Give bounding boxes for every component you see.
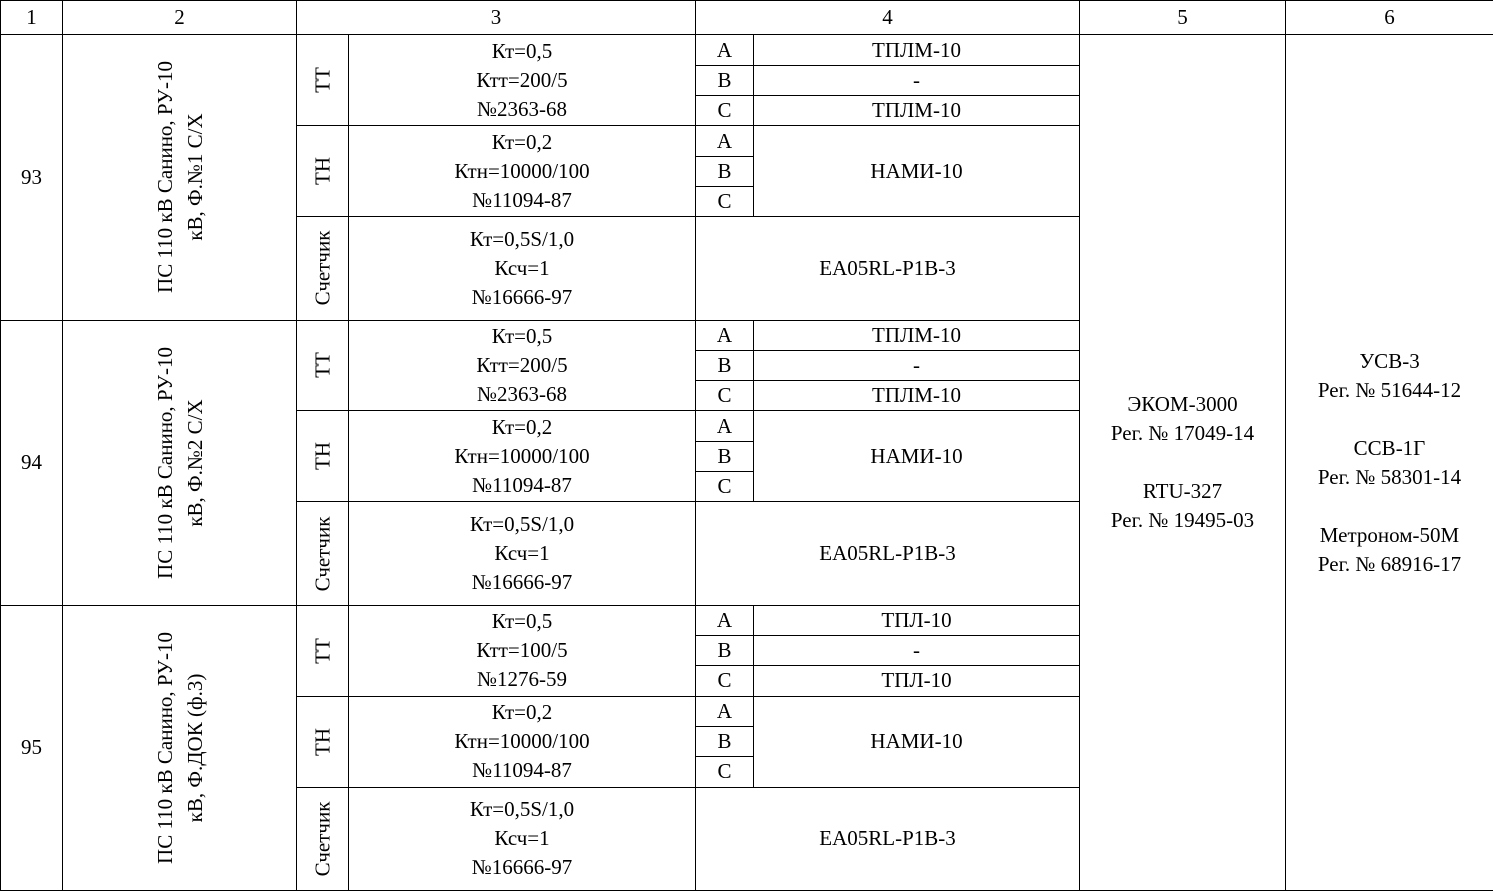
meter-label: Счетчик xyxy=(310,801,334,877)
tt-label-cell xyxy=(297,320,349,411)
meter-params: Кт=0,5S/1,0 Ксч=1 №16666-97 xyxy=(349,217,696,320)
phase-label: В xyxy=(696,156,754,186)
controllers-cell: ЭКОМ-3000 Рег. № 17049-14 RTU-327 Рег. № 19495-03 xyxy=(1080,35,1286,891)
tn-label-cell xyxy=(297,696,349,787)
phase-label: А xyxy=(696,605,754,635)
phase-label: А xyxy=(696,126,754,156)
phase-type: - xyxy=(754,65,1080,95)
phase-label: С xyxy=(696,187,754,217)
phase-label: А xyxy=(696,320,754,350)
meter-type: ЕА05RL-P1B-3 xyxy=(696,502,1080,605)
meter-label: Счетчик xyxy=(310,231,334,306)
table-row xyxy=(1,35,1493,65)
tn-label-cell xyxy=(297,126,349,217)
phase-type: ТПЛМ-10 xyxy=(754,381,1080,411)
tt-label: ТТ xyxy=(310,352,334,379)
meter-type: ЕА05RL-P1B-3 xyxy=(696,787,1080,890)
phase-type: - xyxy=(754,635,1080,665)
phase-label: С xyxy=(696,757,754,787)
phase-type: ТПЛМ-10 xyxy=(754,320,1080,350)
object-name: ПС 110 кВ Санино, РУ-10 кВ, Ф.№2 С/Х xyxy=(152,346,207,579)
phase-label: А xyxy=(696,411,754,441)
tn-params: Кт=0,2 Ктн=10000/100 №11094-87 xyxy=(349,126,696,217)
header-cell-3: 3 xyxy=(297,1,696,35)
header-cell-1: 1 xyxy=(1,1,63,35)
time-sync-cell: УСВ-3 Рег. № 51644-12 ССВ-1Г Рег. № 58301-14 Метроном-50М Рег. № 68916-17 xyxy=(1286,35,1493,891)
tt-params: Кт=0,5 Ктт=200/5 №2363-68 xyxy=(349,35,696,126)
meter-label-cell xyxy=(297,787,349,890)
object-name-cell xyxy=(63,605,297,890)
meter-label-cell xyxy=(297,502,349,605)
phase-label: С xyxy=(696,666,754,696)
phase-label: В xyxy=(696,726,754,756)
meter-label: Счетчик xyxy=(310,516,334,591)
object-name-cell xyxy=(63,320,297,605)
phase-type: ТПЛМ-10 xyxy=(754,35,1080,65)
phase-label: В xyxy=(696,65,754,95)
row-number: 95 xyxy=(1,605,63,890)
header-cell-2: 2 xyxy=(63,1,297,35)
phase-label: В xyxy=(696,635,754,665)
tn-label-cell xyxy=(297,411,349,502)
meter-type: ЕА05RL-P1B-3 xyxy=(696,217,1080,320)
phase-label: В xyxy=(696,441,754,471)
phase-label: А xyxy=(696,696,754,726)
row-number: 93 xyxy=(1,35,63,320)
phase-label: А xyxy=(696,35,754,65)
meter-label-cell xyxy=(297,217,349,320)
object-name: ПС 110 кВ Санино, РУ-10 кВ, Ф.№1 С/Х xyxy=(152,61,207,294)
tt-label-cell xyxy=(297,605,349,696)
tn-label: ТН xyxy=(310,157,334,186)
tt-label: ТТ xyxy=(310,67,334,94)
phase-type: ТПЛ-10 xyxy=(754,605,1080,635)
header-cell-5: 5 xyxy=(1080,1,1286,35)
object-name-cell xyxy=(63,35,297,320)
meter-params: Кт=0,5S/1,0 Ксч=1 №16666-97 xyxy=(349,787,696,890)
tt-params: Кт=0,5 Ктт=200/5 №2363-68 xyxy=(349,320,696,411)
tt-label: ТТ xyxy=(310,637,334,664)
tn-type: НАМИ-10 xyxy=(754,126,1080,217)
phase-label: С xyxy=(696,472,754,502)
header-cell-6: 6 xyxy=(1286,1,1493,35)
tn-type: НАМИ-10 xyxy=(754,696,1080,787)
tt-params: Кт=0,5 Ктт=100/5 №1276-59 xyxy=(349,605,696,696)
phase-label: С xyxy=(696,381,754,411)
tn-params: Кт=0,2 Ктн=10000/100 №11094-87 xyxy=(349,696,696,787)
phase-type: ТПЛМ-10 xyxy=(754,96,1080,126)
tn-label: ТН xyxy=(310,442,334,471)
row-number: 94 xyxy=(1,320,63,605)
meter-params: Кт=0,5S/1,0 Ксч=1 №16666-97 xyxy=(349,502,696,605)
tn-type: НАМИ-10 xyxy=(754,411,1080,502)
phase-label: В xyxy=(696,350,754,380)
header-cell-4: 4 xyxy=(696,1,1080,35)
tn-label: ТН xyxy=(310,727,334,756)
phase-label: С xyxy=(696,96,754,126)
tn-params: Кт=0,2 Ктн=10000/100 №11094-87 xyxy=(349,411,696,502)
phase-type: - xyxy=(754,350,1080,380)
tt-label-cell xyxy=(297,35,349,126)
header-row xyxy=(1,1,1493,35)
object-name: ПС 110 кВ Санино, РУ-10 кВ, Ф.ДОК (ф.3) xyxy=(152,631,207,864)
phase-type: ТПЛ-10 xyxy=(754,666,1080,696)
